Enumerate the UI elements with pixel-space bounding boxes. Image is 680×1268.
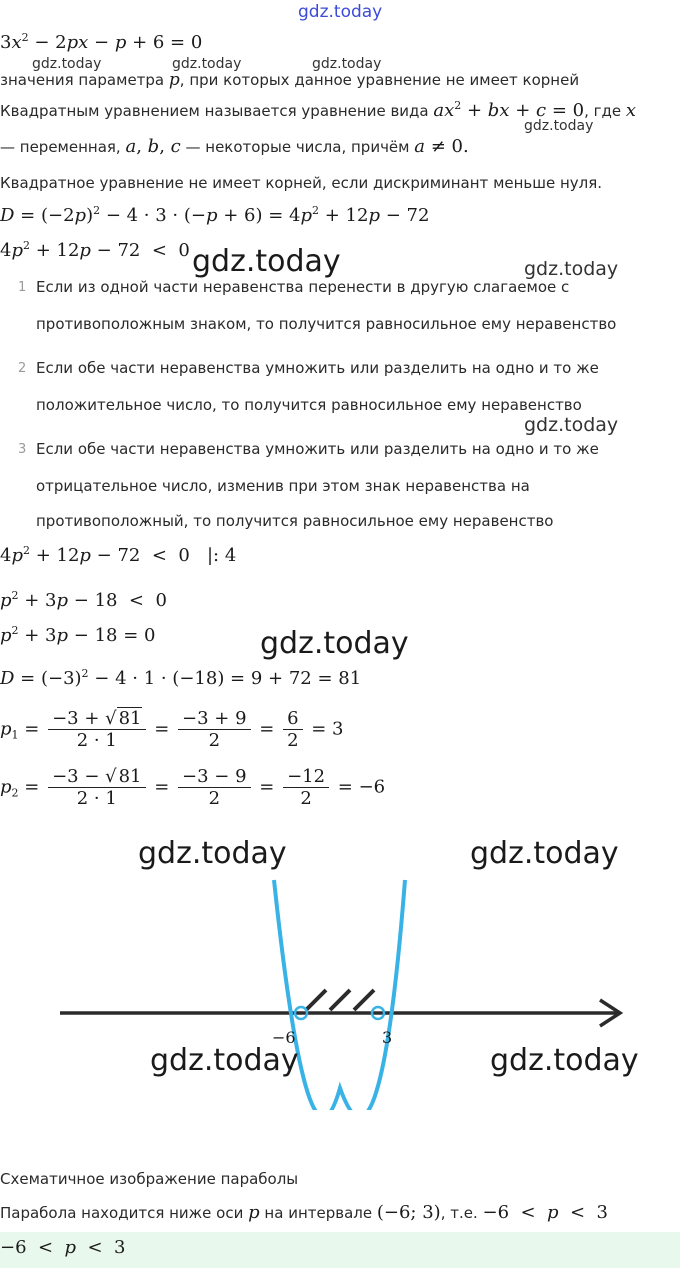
watermark-top: gdz.today	[298, 2, 383, 22]
definition-line-2: — переменная, a, b, c — некоторые числа, причём a ≠ 0.	[0, 136, 469, 157]
answer-text: −6 < p < 3	[0, 1237, 126, 1258]
definition-line-1: Квадратным уравнением называется уравнение вида $ax^2$ + bx + c = 0, где x	[0, 99, 637, 121]
root-label-left: −6	[272, 1028, 296, 1047]
no-roots-rule: Квадратное уравнение не имеет корней, если дискриминант меньше нуля.	[0, 174, 603, 192]
inequality-1: $4p^2 + 12p - 72 < 0$	[0, 239, 190, 261]
inequality-2: $4p^2 + 12p - 72 < 0$ |: 4	[0, 544, 237, 566]
root-p2: $p_2$ = $\frac{-3 - √ 81}{2 \cdot 1}$ = $\frac{-3 - 9}{2}$ = $\frac{-12}{2}$ = −6	[0, 766, 386, 809]
watermark-large: gdz.today	[470, 836, 619, 871]
rule-2-line-1: Если обе части неравенства умножить или разделить на одно и то же	[36, 359, 599, 377]
root-p1: $p_1$ = $\frac{-3 + √ 81}{2 \cdot 1}$ = $\frac{-3 + 9}{2}$ = $\frac{6}{2}$ = 3	[0, 708, 344, 751]
graph-caption: Схематичное изображение параболы	[0, 1170, 299, 1188]
watermark-large: gdz.today	[192, 244, 341, 279]
inequality-3: $p^2 + 3p - 18 < 0$	[0, 589, 167, 611]
task-text: значения параметра p, при которых данное уравнение не имеет корней	[0, 70, 580, 90]
rule-2-line-2: положительное число, то получится равносильное ему неравенство	[36, 396, 582, 414]
watermark-large: gdz.today	[490, 1043, 639, 1078]
hatch-marks	[306, 990, 374, 1010]
rule-number: 1	[18, 280, 27, 295]
given-equation: $3x^2 - 2px - p + 6 = 0$	[0, 31, 203, 53]
watermark-large: gdz.today	[138, 836, 287, 871]
rule-3-line-2: отрицательное число, изменив при этом знак неравенства на	[36, 477, 530, 495]
conclusion: Парабола находится ниже оси p на интервале (−6; 3), т.е. −6 < p < 3	[0, 1202, 608, 1223]
rule-number: 3	[18, 442, 27, 457]
watermark-small: gdz.today	[524, 414, 619, 436]
discriminant-1: $D = (-2p)^2 - 4 \cdot 3 \cdot (-p + 6) = 4p^2 + 12p - 72$	[0, 204, 430, 226]
watermark-large: gdz.today	[150, 1043, 299, 1078]
discriminant-2: $D = (-3)^2 - 4 \cdot 1 \cdot (-18) = 9 + 72 = 81$	[0, 667, 362, 689]
root-label-right: 3	[382, 1028, 393, 1047]
watermark-small: gdz.today	[524, 118, 594, 134]
rule-3-line-1: Если обе части неравенства умножить или разделить на одно и то же	[36, 440, 599, 458]
rule-1-line-1: Если из одной части неравенства перенести в другую слагаемое с	[36, 278, 570, 296]
watermark-small: gdz.today	[312, 56, 382, 72]
rule-number: 2	[18, 361, 27, 376]
watermark-small: gdz.today	[524, 258, 619, 280]
watermark-small: gdz.today	[32, 56, 102, 72]
watermark-small: gdz.today	[172, 56, 242, 72]
rule-1-line-2: противоположным знаком, то получится равносильное ему неравенство	[36, 315, 617, 333]
equation-2: $p^2 + 3p - 18 = 0$	[0, 624, 156, 646]
watermark-large: gdz.today	[260, 626, 409, 661]
rule-3-line-3: противоположный, то получится равносильное ему неравенство	[36, 512, 554, 530]
